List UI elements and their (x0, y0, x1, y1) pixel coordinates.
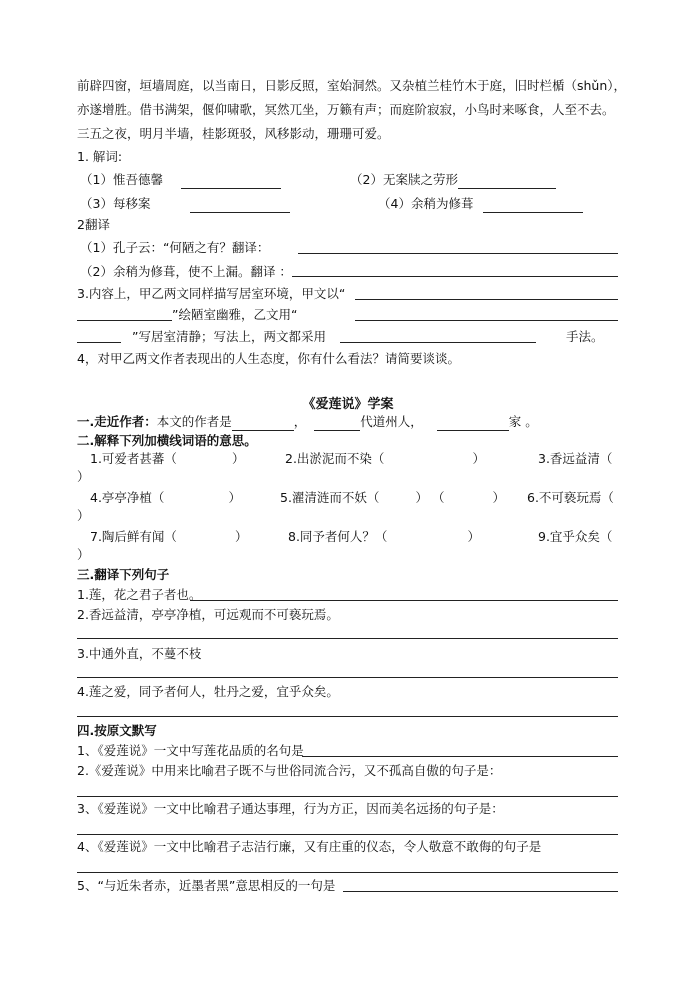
q3-part-2: ”绘陋室幽雅，乙文用“ (172, 307, 298, 322)
dictation-3: 3、《爱莲说》一文中比喻君子通达事理，行为方正，因而美名远扬的句子是： (77, 801, 504, 816)
lotus-title: 《爱莲说》学案 (302, 397, 394, 412)
answer-line[interactable] (77, 320, 172, 321)
q4-text: 4，对甲乙两文作者表现出的人生态度，你有什么看法？请简要谈谈。 (77, 351, 460, 366)
answer-line[interactable] (77, 342, 121, 343)
answer-blank[interactable] (458, 174, 556, 189)
translate-1: 1.莲，花之君子者也。 (77, 587, 202, 602)
answer-blank[interactable] (437, 416, 509, 431)
section-2-heading: 二.解释下列加横线词语的意思。 (77, 433, 257, 448)
q1-item-4: （4）余稍为修葺 (378, 195, 583, 213)
q1-item-1: （1）惟吾德馨 (80, 171, 281, 189)
answer-line[interactable] (190, 600, 618, 601)
dictation-2: 2.《爱莲说》中用来比喻君子既不与世俗同流合污，又不孤高自傲的句子是： (77, 763, 502, 778)
q2-item-1: （1）孔子云：“何陋之有？翻译： (80, 240, 270, 255)
dictation-1: 1、《爱莲说》一文中写莲花品质的名句是 (77, 743, 304, 758)
answer-line[interactable] (77, 834, 618, 835)
q1-heading: 1. 解词: (77, 149, 123, 164)
passage-line-3: 三五之夜，明月半墙，桂影斑驳，风移影动，珊珊可爱。 (77, 126, 390, 141)
answer-line[interactable] (343, 891, 618, 892)
section-4-heading: 四.按原文默写 (77, 723, 157, 738)
q3-part-3: ”写居室清静；写法上，两文都采用 (132, 329, 326, 344)
word-9: 9.宜乎众矣（ (538, 529, 613, 544)
word-7: 7.陶后鲜有闻（ ） (90, 529, 248, 544)
section-1-author: 一.走近作者：本文的作者是 ， 代道州人， 家 。 (77, 414, 538, 429)
section-3-heading: 三.翻译下列句子 (77, 567, 170, 582)
answer-line[interactable] (77, 677, 618, 678)
answer-blank[interactable] (232, 416, 294, 431)
q1-item-2: （2）无案牍之劳形 (350, 171, 556, 189)
word-5: 5.濯清涟而不妖（ ） （ ） (280, 490, 505, 505)
answer-line[interactable] (340, 342, 536, 343)
q2-item-2: （2）余稍为修葺，使不上漏。翻译 ： (80, 264, 292, 279)
answer-blank[interactable] (190, 198, 290, 213)
answer-line[interactable] (302, 756, 618, 757)
word-6: 6.不可亵玩焉（ (527, 490, 614, 505)
passage-line-2: 亦遂增胜。借书满架，偃仰啸歌，冥然兀坐，万籁有声；而庭阶寂寂，小鸟时来啄食，人至不去。 (77, 102, 615, 117)
q2-heading: 2翻译 (77, 217, 110, 232)
word-3-close: ） (77, 469, 90, 484)
translate-2: 2.香远益清，亭亭净植，可远观而不可亵玩焉。 (77, 607, 339, 622)
word-1: 1.可爱者甚蕃（ ） (90, 451, 245, 466)
answer-blank[interactable] (314, 416, 360, 431)
word-9-close: ） (77, 547, 90, 562)
answer-line[interactable] (292, 276, 618, 277)
word-3: 3.香远益清（ (538, 451, 613, 466)
answer-line[interactable] (298, 253, 618, 254)
answer-line[interactable] (77, 716, 618, 717)
answer-line[interactable] (77, 872, 618, 873)
translate-4: 4.莲之爱，同予者何人，牡丹之爱，宜乎众矣。 (77, 684, 339, 699)
q3-part-1: 3.内容上，甲乙两文同样描写居室环境，甲文以“ (77, 286, 346, 301)
answer-line[interactable] (77, 638, 618, 639)
q3-part-4: 手法。 (566, 329, 604, 344)
answer-blank[interactable] (181, 174, 281, 189)
word-2: 2.出淤泥而不染（ ） (285, 451, 485, 466)
q1-item-3: （3）每移案 (80, 195, 290, 213)
word-8: 8.同予者何人？（ ） (288, 529, 480, 544)
dictation-4: 4、《爱莲说》一文中比喻君子志洁行廉，又有庄重的仪态，令人敬意不敢侮的句子是 (77, 839, 542, 854)
word-4: 4.亭亭净植（ ） (90, 490, 241, 505)
dictation-5: 5、“与近朱者赤，近墨者黑”意思相反的一句是 (77, 878, 336, 893)
answer-line[interactable] (355, 320, 618, 321)
answer-line[interactable] (355, 299, 618, 300)
answer-line[interactable] (77, 796, 618, 797)
translate-3: 3.中通外直，不蔓不枝 (77, 646, 202, 661)
word-6-close: ） (77, 508, 90, 523)
answer-blank[interactable] (483, 198, 583, 213)
passage-line-1: 前辟四窗，垣墙周庭，以当南日，日影反照，室始洞然。又杂植兰桂竹木于庭，旧时栏楯（shǔn）， (77, 78, 627, 93)
